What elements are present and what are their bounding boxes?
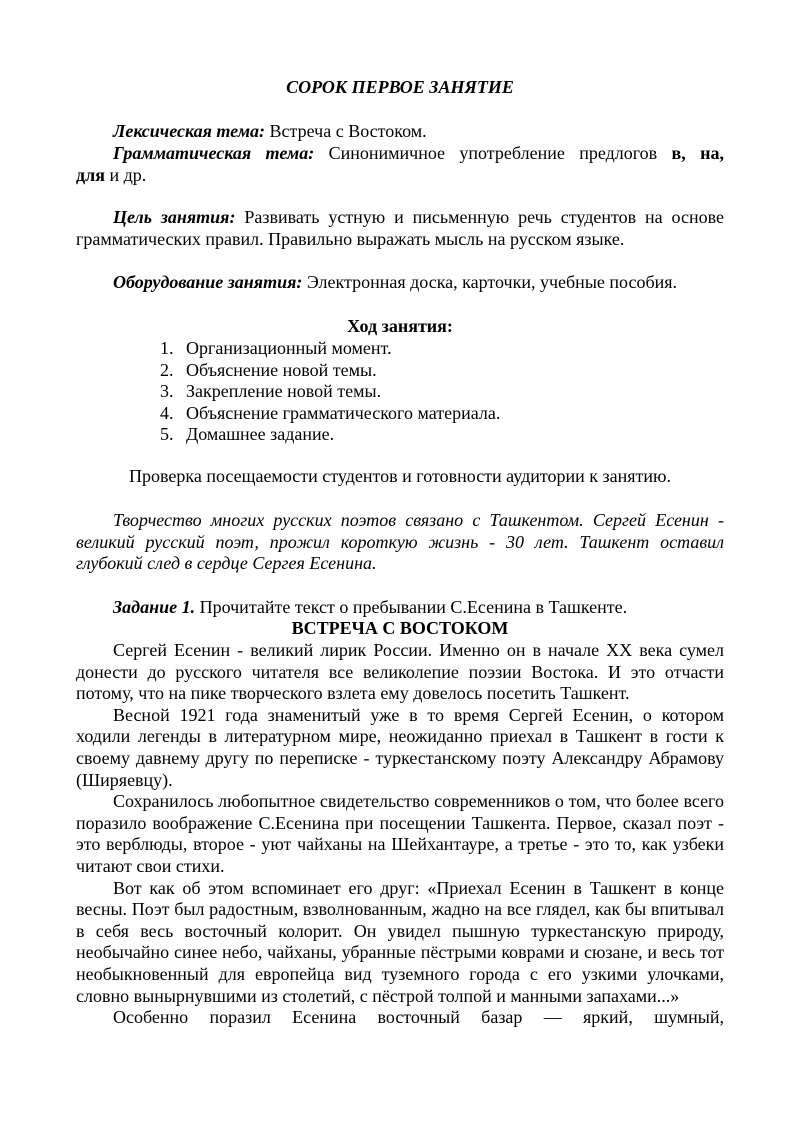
text-paragraph: Сергей Есенин - великий лирик России. Именно он в начале XX века сумел донести до русского читателя все великолепие поэзии Востока. И это отчасти потому, что на пике творческого взлета ему довелось посетить Ташкент. [76,640,724,704]
grammar-label: Грамматическая тема: [113,143,315,163]
text-paragraph: Особенно поразил Есенина восточный базар — яркий, шумный, [113,1007,724,1028]
list-item-number: 1. [160,338,174,358]
lesson-goal [76,207,724,250]
list-item-text: Закрепление новой темы. [186,381,382,402]
list-item [160,424,720,446]
text-paragraph: Вот как об этом вспоминает его друг: «Приехал Есенин в Ташкент в конце весны. Поэт был радостным, взволнованным, жадно на все глядел, как бы впитывал в себя весь восточный колорит. Он увидел пышную туркестанскую природу, необычайно синее небо, чайханы, убранные пёстрыми коврами и сюзане, и весь тот необыкновенный для европейца вид туземного города с его узкими улочками, словно вынырнувшими из столетий, с пёстрой толпой и манными запахами...» [76,877,724,1006]
list-item-text: Объяснение грамматического материала. [186,402,501,423]
list-item [160,338,720,360]
text-title: ВСТРЕЧА С ВОСТОКОМ [291,618,509,638]
list-item-text: Организационный момент. [186,338,392,358]
list-item [160,381,720,403]
list-item-number: 4. [160,402,174,423]
equipment-text: Электронная доска, карточки, учебные пособия. [302,272,678,292]
plan-title: Ход занятия: [347,316,453,336]
reading-text [76,640,724,1029]
intro-paragraph [76,510,724,575]
attendance-check: Проверка посещаемости студентов и готовности аудитории к занятию. [128,466,672,486]
list-item-text: Домашнее задание. [186,424,335,445]
list-item-number: 3. [160,381,174,402]
text-paragraph: Весной 1921 года знаменитый уже в то время Сергей Есенин, о котором ходили легенды в литературном мире, неожиданно приехал в Ташкент в гости к своему давнему другу по переписке - туркестанскому поэту Александру Абрамову (Ширяевцу). [76,704,724,790]
list-item [160,403,720,425]
lexical-topic [76,121,724,143]
grammar-prepositions: в, на, [671,143,725,163]
goal-text: Развивать устную и письменную речь студентов на основе грамматических правил. Правильно выражать мысль на русском языке. [76,207,724,249]
grammar-text: Синонимичное употребление предлогов [314,143,672,163]
task-instruction [76,597,724,619]
task-text: Прочитайте текст о пребывании С.Есенина в Ташкенте. [195,597,628,617]
list-item [160,360,720,382]
list-item-number: 2. [160,359,174,380]
lesson-title: СОРОК ПЕРВОЕ ЗАНЯТИЕ [286,77,514,97]
lexical-text: Встреча с Востоком. [265,121,427,141]
equipment-label: Оборудование занятия: [113,272,303,292]
list-item-text: Объяснение новой темы. [186,359,377,380]
lexical-label: Лексическая тема: [113,121,266,141]
goal-label: Цель занятия: [113,207,236,227]
grammar-tail: и др. [104,164,147,185]
grammar-topic [76,143,724,186]
intro-text: Творчество многих русских поэтов связано с Ташкентом. Сергей Есенин - великий русский поэт, прожил короткую жизнь - 30 лет. Ташкент оставил глубокий след в сердце Сергея Есенина. [76,510,724,574]
task-label: Задание 1. [113,597,196,617]
grammar-preposition-dlya: для [76,164,105,185]
list-item-number: 5. [160,424,174,445]
lesson-equipment [76,272,724,294]
text-paragraph: Сохранилось любопытное свидетельство современников о том, что более всего поразило воображение С.Есенина при посещении Ташкента. Первое, сказал поэт - это верблюды, второе - уют чайханы на Шейхантауре, а третье - это то, как узбеки читают свои стихи. [76,791,724,876]
lesson-plan-list [160,338,720,446]
